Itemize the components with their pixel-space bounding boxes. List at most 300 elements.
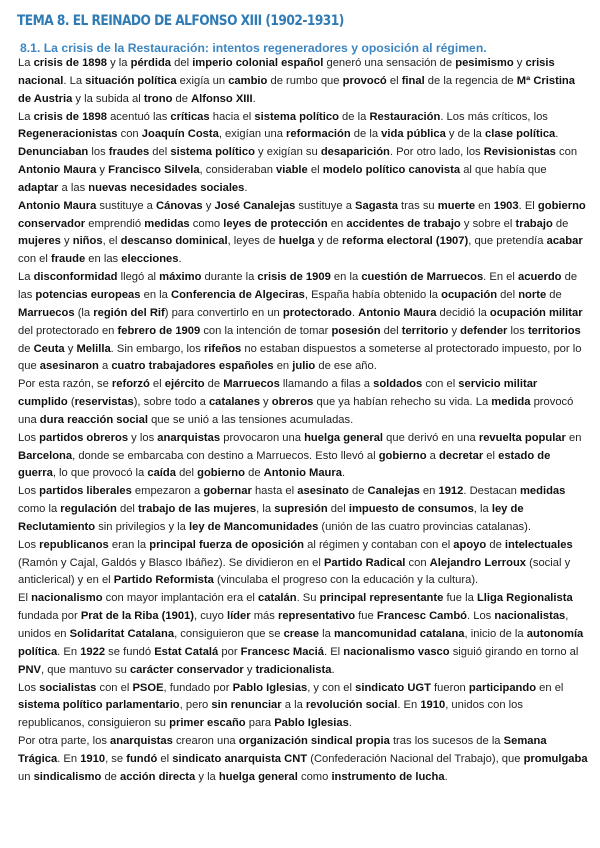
bold-term: territorio bbox=[401, 324, 449, 337]
text-run: emprendió bbox=[85, 217, 145, 230]
text-run: y la subida al bbox=[72, 92, 144, 105]
text-run: fueron bbox=[430, 681, 469, 694]
bold-term: protectorado bbox=[282, 306, 352, 319]
bold-term: gobierno conservador bbox=[18, 199, 586, 230]
text-run: el bbox=[157, 752, 173, 765]
bold-term: Marruecos bbox=[18, 306, 75, 319]
bold-term: elecciones bbox=[121, 253, 179, 266]
text-run: exigía un bbox=[176, 74, 229, 87]
text-run: que se unió a las tensiones acumuladas. bbox=[147, 413, 354, 426]
bold-term: revolución social bbox=[305, 699, 398, 712]
text-run: llegó al bbox=[117, 271, 160, 284]
text-run: provocaron una bbox=[220, 431, 305, 444]
text-run: (social y anticlerical) y en el bbox=[18, 556, 571, 587]
bold-term: Marruecos bbox=[223, 378, 280, 391]
text-run: del protectorado en bbox=[18, 324, 118, 337]
bold-term: asesinaron bbox=[39, 360, 99, 373]
text-run: . bbox=[341, 467, 346, 480]
text-run: , la bbox=[473, 503, 492, 516]
text-run: con mayor implantación era el bbox=[102, 592, 259, 605]
text-run: como bbox=[297, 770, 332, 783]
bold-term: trabajo bbox=[515, 217, 553, 230]
bold-term: catalán bbox=[258, 592, 297, 605]
bold-term: adaptar bbox=[18, 181, 59, 194]
bold-term: 1922 bbox=[80, 645, 106, 658]
bold-term: acabar bbox=[546, 235, 583, 248]
text-run: . bbox=[351, 306, 359, 319]
bold-term: principal representante bbox=[319, 592, 444, 605]
bold-term: acuerdo bbox=[518, 271, 562, 284]
text-run: . Los bbox=[467, 610, 495, 623]
bold-term: trabajo de las mujeres bbox=[138, 503, 257, 516]
text-run: , inicio de la bbox=[464, 628, 527, 640]
bold-term: socialistas bbox=[39, 681, 97, 694]
bold-term: fundó bbox=[126, 752, 158, 765]
text-run: siguió girando en torno al bbox=[449, 645, 579, 658]
text-run: provocó una bbox=[18, 396, 574, 426]
text-run: al que había que bbox=[460, 164, 547, 177]
text-run: de bbox=[172, 92, 192, 105]
text-run: y bbox=[448, 324, 461, 337]
text-run: en bbox=[475, 199, 494, 212]
bold-term: Regeneracionistas bbox=[18, 128, 118, 141]
text-run: y bbox=[64, 342, 77, 355]
text-run: La bbox=[18, 57, 34, 69]
bold-term: carácter conservador bbox=[129, 663, 244, 676]
text-run: al régimen y contaban con el bbox=[304, 538, 454, 551]
bold-term: Canalejas bbox=[367, 485, 420, 498]
text-run: ( bbox=[67, 396, 75, 409]
text-run: . bbox=[348, 717, 352, 730]
bold-term: niños bbox=[72, 235, 103, 248]
text-run: . bbox=[444, 770, 448, 783]
bold-term: accidentes de trabajo bbox=[346, 217, 461, 230]
text-run: los bbox=[507, 324, 528, 337]
bold-term: partidos liberales bbox=[39, 485, 132, 498]
text-run: . En bbox=[57, 752, 81, 765]
text-run: de bbox=[552, 217, 569, 230]
bold-term: ocupación bbox=[441, 288, 498, 301]
document-body bbox=[18, 55, 588, 787]
text-run: y bbox=[513, 57, 526, 69]
bold-term: críticas bbox=[170, 110, 210, 123]
bold-term: supresión bbox=[274, 503, 328, 516]
bold-term: Antonio Maura bbox=[18, 164, 97, 177]
bold-term: mujeres bbox=[18, 235, 61, 248]
bold-term: sindicato UGT bbox=[355, 681, 431, 694]
bold-term: situación política bbox=[85, 74, 177, 87]
bold-term: caída bbox=[147, 467, 176, 480]
bold-term: Semana Trágica bbox=[18, 735, 547, 765]
text-run: a bbox=[426, 449, 440, 462]
bold-term: Francesc Maciá bbox=[240, 645, 324, 658]
bold-term: defender bbox=[460, 324, 508, 337]
bold-term: Denunciaban bbox=[18, 146, 89, 159]
bold-term: huelga general bbox=[304, 431, 384, 444]
bold-term: gobierno bbox=[378, 449, 427, 462]
bold-term: organización sindical propia bbox=[238, 735, 390, 748]
text-run: . La bbox=[63, 74, 86, 87]
bold-term: promulgaba bbox=[523, 752, 588, 765]
text-run: de bbox=[101, 770, 121, 783]
bold-term: 1910 bbox=[80, 752, 106, 765]
text-run: durante la bbox=[201, 271, 258, 284]
text-run: en bbox=[273, 360, 293, 373]
text-run: en las bbox=[85, 253, 122, 266]
bold-term: servicio militar cumplido bbox=[18, 378, 538, 409]
text-run: La bbox=[18, 271, 34, 284]
bold-term: crisis de 1909 bbox=[257, 271, 331, 284]
text-run: un bbox=[18, 770, 34, 783]
text-run: del bbox=[380, 324, 402, 337]
bold-term: Solidaritat Catalana bbox=[69, 628, 175, 640]
bold-term: líder bbox=[226, 610, 251, 623]
text-run: del bbox=[116, 503, 139, 516]
text-run: el bbox=[386, 74, 402, 87]
text-run: con el bbox=[18, 253, 51, 266]
bold-term: revuelta popular bbox=[478, 431, 566, 444]
text-run: (la bbox=[74, 306, 94, 319]
bold-term: sindicalismo bbox=[33, 770, 102, 783]
bold-term: Alfonso XIII bbox=[191, 92, 253, 105]
text-run: . bbox=[331, 663, 335, 676]
bold-term: julio bbox=[292, 360, 316, 373]
bold-term: tradicionalista bbox=[255, 663, 332, 676]
bold-term: reformación bbox=[286, 128, 351, 141]
bold-term: huelga bbox=[278, 235, 315, 248]
bold-term: instrumento de lucha bbox=[331, 770, 445, 783]
text-run: tras su bbox=[397, 199, 438, 212]
bold-term: sistema político bbox=[170, 146, 255, 159]
text-run: , consiguieron que se bbox=[174, 628, 284, 640]
text-run: y bbox=[202, 199, 215, 212]
bold-term: impuesto de consumos bbox=[348, 503, 474, 516]
text-run: . El bbox=[324, 645, 344, 658]
text-run: de bbox=[546, 288, 562, 301]
text-run: que ya habían rehecho su vida. La bbox=[313, 396, 492, 409]
bold-term: febrero de 1909 bbox=[117, 324, 201, 337]
text-run: de ese año. bbox=[315, 360, 377, 373]
text-run: y sobre el bbox=[460, 217, 516, 230]
section-subtitle: 8.1. La crisis de la Restauración: intentos regeneradores y oposición al régimen. bbox=[20, 41, 487, 55]
text-run: . En el bbox=[483, 271, 518, 284]
text-run: ), sobre todo a bbox=[133, 396, 209, 409]
bold-term: decretar bbox=[439, 449, 484, 462]
bold-term: desaparición bbox=[320, 146, 390, 159]
text-run: con la intención de tomar bbox=[200, 324, 332, 337]
text-run: la bbox=[319, 628, 334, 640]
text-run: del bbox=[327, 503, 349, 516]
bold-term: Pablo Iglesias bbox=[274, 717, 349, 730]
text-run: sustituye a bbox=[295, 199, 356, 212]
bold-term: reforzó bbox=[111, 378, 150, 391]
text-run: con bbox=[555, 146, 578, 159]
text-run: , unidos con los republicanos, consiguieron su bbox=[18, 699, 523, 730]
text-run: y bbox=[259, 396, 272, 409]
text-run: . Sin embargo, los bbox=[110, 342, 204, 355]
text-run: El bbox=[18, 592, 32, 605]
text-run: , donde se embarcaba con destino a Marruecos. Esto llevó al bbox=[72, 449, 379, 462]
bold-term: PNV bbox=[18, 663, 42, 676]
text-run: que derivó en una bbox=[383, 431, 479, 444]
text-run: generó una sensación de bbox=[323, 57, 456, 69]
paragraph bbox=[18, 109, 588, 198]
text-run: . bbox=[178, 253, 182, 266]
text-run: del bbox=[175, 467, 198, 480]
bold-term: ejército bbox=[164, 378, 205, 391]
text-run: tras los sucesos de la bbox=[389, 735, 504, 748]
bold-term: principal fuerza de oposición bbox=[149, 538, 305, 551]
text-run: . Su bbox=[296, 592, 320, 605]
text-run: (Confederación Nacional del Trabajo), que bbox=[307, 752, 524, 765]
text-run: empezaron a bbox=[131, 485, 204, 498]
text-run: con el bbox=[422, 378, 459, 391]
text-run: , exigían una bbox=[218, 128, 287, 141]
text-run: , que mantuvo su bbox=[41, 663, 130, 676]
bold-term: nacionalismo vasco bbox=[343, 645, 450, 658]
bold-term: dura reacción social bbox=[39, 413, 148, 426]
text-run: el bbox=[307, 164, 323, 177]
bold-term: gobierno bbox=[197, 467, 245, 480]
bold-term: medidas bbox=[519, 485, 566, 498]
bold-term: pesimismo bbox=[455, 57, 514, 69]
bold-term: región del Rif bbox=[93, 306, 165, 319]
text-run: Los bbox=[18, 485, 40, 498]
bold-term: medida bbox=[491, 396, 531, 409]
bold-term: ley de Mancomunidades bbox=[188, 520, 319, 533]
bold-term: modelo político canovista bbox=[322, 164, 461, 177]
text-run: . Los más críticos, los bbox=[440, 110, 548, 123]
text-run: se fundó bbox=[105, 645, 155, 658]
bold-term: clase política bbox=[485, 128, 556, 141]
text-run: por bbox=[218, 645, 241, 658]
bold-term: Prat de la Riba (1901) bbox=[80, 610, 194, 623]
bold-term: sistema político parlamentario bbox=[18, 699, 180, 712]
text-run: , España había obtenido la bbox=[304, 288, 442, 301]
bold-term: acción directa bbox=[120, 770, 196, 783]
page-title: TEMA 8. EL REINADO DE ALFONSO XIII (1902-1931) bbox=[17, 13, 344, 29]
paragraph bbox=[18, 680, 588, 734]
text-run: en la bbox=[140, 288, 171, 301]
bold-term: intelectuales bbox=[504, 538, 573, 551]
bold-term: pérdida bbox=[130, 57, 172, 69]
bold-term: Restauración bbox=[369, 110, 441, 123]
bold-term: crisis nacional bbox=[18, 57, 555, 87]
text-run: de bbox=[18, 342, 34, 355]
bold-term: Francisco Silvela bbox=[108, 164, 200, 177]
text-run: fundada por bbox=[18, 610, 81, 623]
bold-term: medidas bbox=[144, 217, 190, 230]
bold-term: reservistas bbox=[74, 396, 134, 409]
paragraph bbox=[18, 198, 588, 269]
bold-term: imperio colonial español bbox=[192, 57, 324, 69]
text-run: eran la bbox=[108, 538, 150, 551]
text-run: fue la bbox=[443, 592, 477, 605]
text-run: Por esta razón, se bbox=[18, 378, 112, 391]
text-run: y la bbox=[106, 57, 131, 69]
text-run: como bbox=[189, 217, 224, 230]
bold-term: mancomunidad catalana bbox=[333, 628, 465, 640]
text-run: , fundado por bbox=[163, 681, 233, 694]
bold-term: asesinato bbox=[297, 485, 349, 498]
bold-term: cambio bbox=[228, 74, 268, 87]
text-run: de rumbo que bbox=[267, 74, 343, 87]
bold-term: Barcelona bbox=[18, 449, 73, 462]
bold-term: Ceuta bbox=[33, 342, 65, 355]
bold-term: Alejandro Lerroux bbox=[429, 556, 527, 569]
text-run: con el bbox=[96, 681, 133, 694]
text-run: no estaban dispuestos a someterse al protectorado impuesto, por lo que bbox=[18, 342, 582, 373]
bold-term: Antonio Maura bbox=[18, 199, 97, 212]
text-run: del bbox=[149, 146, 171, 159]
bold-term: republicanos bbox=[39, 538, 109, 551]
bold-term: apoyo bbox=[453, 538, 487, 551]
text-run: . En bbox=[57, 645, 81, 658]
text-run: . Destacan bbox=[463, 485, 520, 498]
text-run: La bbox=[18, 110, 34, 123]
text-run: de la regencia de bbox=[424, 74, 517, 87]
bold-term: posesión bbox=[331, 324, 381, 337]
bold-term: nacionalismo bbox=[31, 592, 103, 605]
bold-term: ley de Reclutamiento bbox=[18, 503, 524, 533]
bold-term: Pablo Iglesias bbox=[232, 681, 308, 694]
text-run: , y con el bbox=[307, 681, 356, 694]
bold-term: Estat Catalá bbox=[154, 645, 219, 658]
text-run: hasta el bbox=[251, 485, 298, 498]
bold-term: anarquistas bbox=[110, 735, 173, 748]
paragraph bbox=[18, 55, 588, 109]
text-run: a la bbox=[281, 699, 306, 712]
bold-term: crease bbox=[283, 628, 320, 640]
bold-term: 1903 bbox=[493, 199, 519, 212]
bold-term: huelga general bbox=[218, 770, 298, 783]
text-run: , que pretendía bbox=[468, 235, 547, 248]
paragraph bbox=[18, 537, 588, 591]
text-run: y los bbox=[128, 431, 158, 444]
text-run: (Ramón y Cajal, Galdós y Blasco Ibáñez). Se dividieron en el bbox=[18, 556, 324, 569]
bold-term: muerte bbox=[437, 199, 476, 212]
bold-term: potencias europeas bbox=[35, 288, 141, 301]
bold-term: anarquistas bbox=[157, 431, 221, 444]
bold-term: estado de guerra bbox=[18, 449, 551, 480]
bold-term: viable bbox=[276, 164, 308, 177]
bold-term: Mª Cristina de Austria bbox=[18, 74, 575, 105]
bold-term: leyes de protección bbox=[223, 217, 328, 230]
bold-term: reforma electoral (1907) bbox=[342, 235, 469, 248]
text-run: , leyes de bbox=[227, 235, 279, 248]
bold-term: primer escaño bbox=[169, 717, 246, 730]
bold-term: fraudes bbox=[108, 146, 150, 159]
text-run: del bbox=[171, 57, 193, 69]
text-run: con bbox=[405, 556, 430, 569]
text-run: y la bbox=[195, 770, 219, 783]
bold-term: territorios bbox=[527, 324, 581, 337]
bold-term: vida pública bbox=[381, 128, 446, 141]
bold-term: Antonio Maura bbox=[263, 467, 342, 480]
bold-term: 1910 bbox=[420, 699, 446, 712]
text-run: . bbox=[244, 181, 248, 194]
bold-term: representativo bbox=[277, 610, 356, 623]
bold-term: 1912 bbox=[438, 485, 464, 498]
text-run: y de la bbox=[445, 128, 486, 141]
bold-term: sistema político bbox=[254, 110, 339, 123]
text-run: como la bbox=[18, 503, 61, 516]
text-run: (unión de las cuatro provincias catalanas). bbox=[318, 520, 531, 533]
text-run: en bbox=[419, 485, 439, 498]
text-run: del bbox=[497, 288, 519, 301]
bold-term: disconformidad bbox=[33, 271, 118, 284]
bold-term: descanso dominical bbox=[120, 235, 228, 248]
bold-term: regulación bbox=[60, 503, 117, 516]
text-run: con bbox=[117, 128, 142, 141]
bold-term: Melilla bbox=[76, 342, 111, 355]
text-run: , se bbox=[105, 752, 127, 765]
paragraph bbox=[18, 590, 588, 679]
text-run: sin privilegios y la bbox=[95, 520, 189, 533]
text-run: ) para convertirlo en un bbox=[164, 306, 283, 319]
bold-term: trono bbox=[143, 92, 173, 105]
text-run: Los bbox=[18, 681, 40, 694]
text-run: (vinculaba el progreso con la educación y la cultura). bbox=[213, 574, 479, 587]
text-run: a las bbox=[58, 181, 89, 194]
text-run: y bbox=[243, 663, 256, 676]
text-run: , pero bbox=[179, 699, 212, 712]
text-run: , cuyo bbox=[194, 610, 227, 623]
bold-term: PSOE bbox=[132, 681, 164, 694]
text-run: de las bbox=[18, 271, 578, 301]
bold-term: gobernar bbox=[203, 485, 252, 498]
bold-term: partidos obreros bbox=[39, 431, 129, 444]
bold-term: Antonio Maura bbox=[358, 306, 437, 319]
text-run: y exigían su bbox=[254, 146, 321, 159]
bold-term: sin renunciar bbox=[211, 699, 282, 712]
text-run: y bbox=[60, 235, 73, 248]
bold-term: crisis de 1898 bbox=[33, 57, 107, 69]
text-run: , consideraban bbox=[199, 164, 277, 177]
bold-term: rifeños bbox=[203, 342, 242, 355]
text-run: en la bbox=[330, 271, 362, 284]
paragraph bbox=[18, 733, 588, 787]
text-run: . bbox=[252, 92, 256, 105]
bold-term: autonomía política bbox=[18, 628, 584, 658]
text-run: . En bbox=[397, 699, 421, 712]
text-run: el bbox=[483, 449, 499, 462]
text-run: de bbox=[244, 467, 264, 480]
text-run: , el bbox=[102, 235, 121, 248]
text-run: . Por otro lado, los bbox=[389, 146, 484, 159]
text-run: el bbox=[149, 378, 165, 391]
text-run: sustituye a bbox=[96, 199, 157, 212]
bold-term: máximo bbox=[159, 271, 202, 284]
text-run: , unidos en bbox=[18, 610, 569, 640]
bold-term: cuatro trabajadores españoles bbox=[111, 360, 274, 373]
text-run: hacia el bbox=[209, 110, 255, 123]
text-run: fue bbox=[355, 610, 377, 623]
text-run: de la bbox=[350, 128, 382, 141]
bold-term: provocó bbox=[342, 74, 387, 87]
text-run: de bbox=[486, 538, 505, 551]
bold-term: cuestión de Marruecos bbox=[361, 271, 484, 284]
bold-term: José Canalejas bbox=[214, 199, 296, 212]
text-run: acentuó las bbox=[106, 110, 171, 123]
text-run: en el bbox=[536, 681, 564, 694]
text-run: a bbox=[98, 360, 112, 373]
text-run: , lo que provocó la bbox=[52, 467, 148, 480]
text-run: Por otra parte, los bbox=[18, 735, 111, 748]
bold-term: final bbox=[401, 74, 425, 87]
bold-term: ocupación militar bbox=[489, 306, 583, 319]
bold-term: participando bbox=[468, 681, 537, 694]
